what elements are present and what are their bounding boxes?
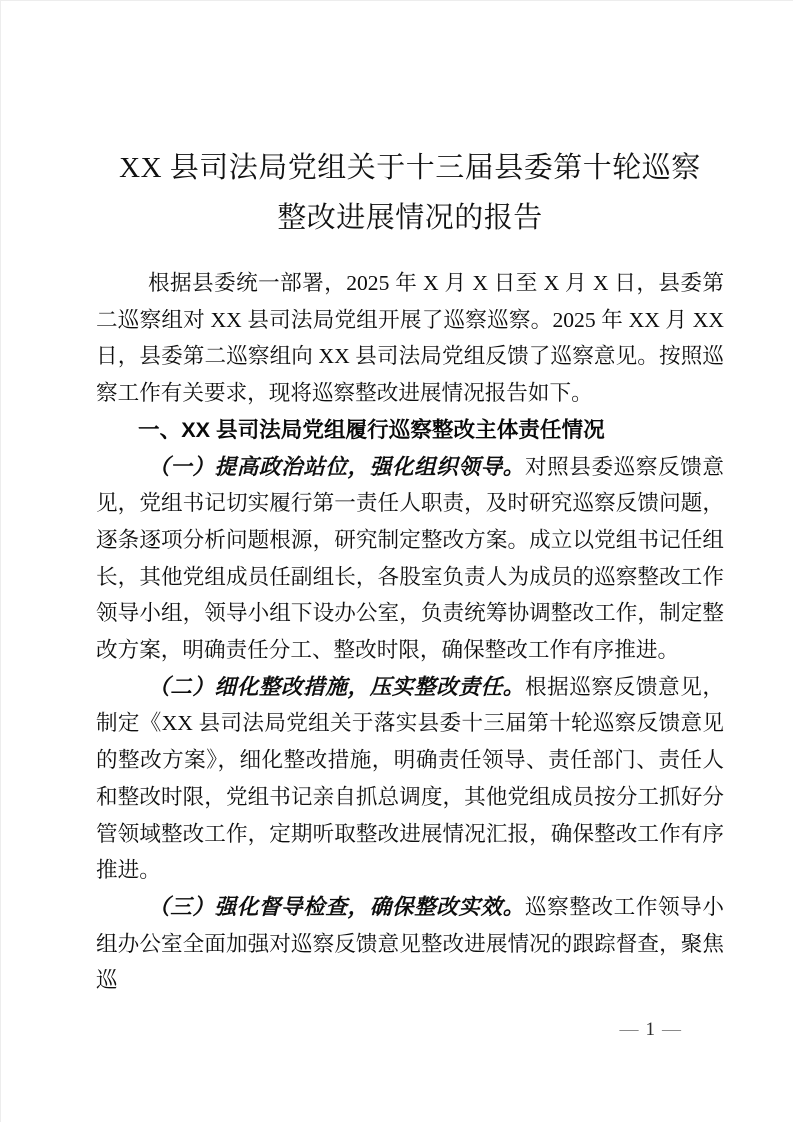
- section-1-item-2: [96, 669, 724, 889]
- document-content: [96, 143, 724, 999]
- item-1-body: 对照县委巡察反馈意见，党组书记切实履行第一责任人职责，及时研究巡察反馈问题，逐条逐项分析问题根源，研究制定整改方案。成立以党组书记任组长，其他党组成员任副组长，各股室负责人为成员的巡察整改工作领导小组，领导小组下设办公室，负责统筹协调整改工作，制定整改方案，明确责任分工、整改时限，确保整改工作有序推进。: [96, 454, 724, 663]
- document-title-line-1: XX 县司法局党组关于十三届县委第十轮巡察: [119, 152, 701, 184]
- section-1-item-3: [96, 889, 724, 999]
- page-number: [620, 1019, 682, 1041]
- item-2-lead: （二）细化整改措施，压实整改责任。: [148, 674, 525, 699]
- page-number-value: 1: [645, 1019, 655, 1040]
- document-title-line-2: 整改进展情况的报告: [277, 202, 543, 234]
- page-number-dash-left: —: [619, 1019, 639, 1040]
- item-3-lead: （三）强化督导检查，确保整改实效。: [148, 894, 525, 919]
- document-title: [96, 143, 724, 243]
- section-1-heading: 一、XX 县司法局党组履行巡察整改主体责任情况: [138, 416, 605, 442]
- item-1-lead: （一）提高政治站位，强化组织领导。: [148, 454, 525, 479]
- page-number-dash-right: —: [662, 1019, 681, 1040]
- section-1-item-1: [96, 449, 724, 669]
- item-2-body: 根据巡察反馈意见，制定《XX 县司法局党组关于落实县委十三届第十轮巡察反馈意见的整改方案》，细化整改措施，明确责任领导、责任部门、责任人和整改时限，党组书记亲自抓总调度，其他党组成员按分工抓好分管领域整改工作，定期听取整改进展情况汇报，确保整改工作有序推进。: [96, 674, 724, 883]
- intro-paragraph: 根据县委统一部署，2025 年 X 月 X 日至 X 月 X 日，县委第二巡察组对 XX 县司法局党组开展了巡察巡察。2025 年 XX 月 XX 日，县委第二巡察组向 XX 县司法局党组反馈了巡察意见。按照巡察工作有关要求，现将巡察整改进展情况报告如下。: [96, 271, 724, 406]
- item-3-body: 巡察整改工作领导小组办公室全面加强对巡察反馈意见整改进展情况的跟踪督查，聚焦巡: [96, 894, 724, 993]
